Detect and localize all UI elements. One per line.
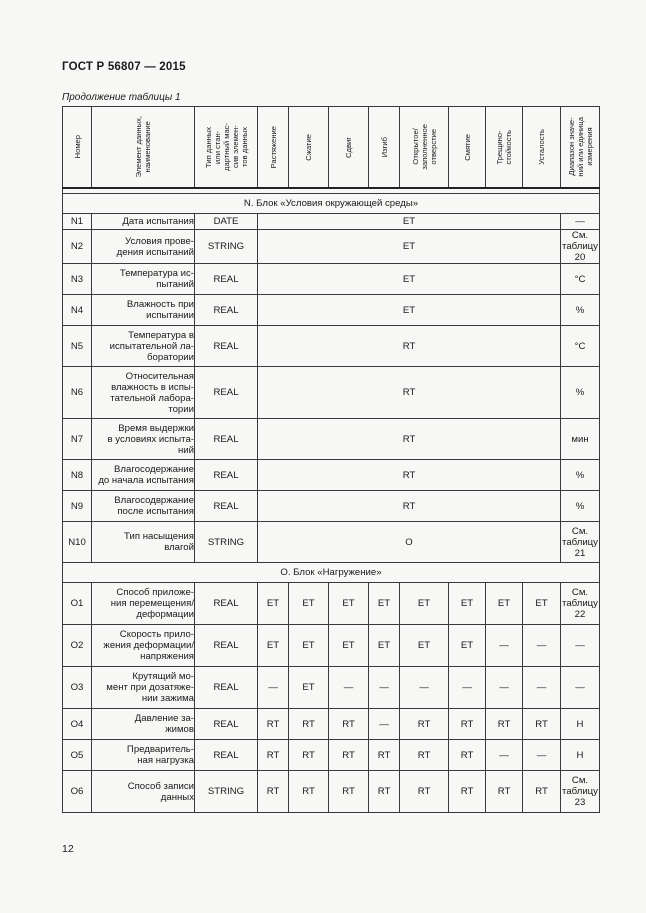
test-value: ET	[258, 625, 289, 667]
element-name: Влажность при испытании	[92, 295, 195, 326]
unit-value: См. таблицу 22	[561, 583, 600, 625]
element-name: Способ записи данных	[92, 771, 195, 813]
table-row	[63, 491, 600, 522]
data-type: STRING	[195, 522, 258, 563]
test-value: RT	[258, 771, 289, 813]
element-name: Дата испытания	[92, 214, 195, 230]
column-header-label: Трещино- стойкость	[495, 129, 513, 165]
column-header	[486, 107, 523, 189]
row-number: N3	[63, 264, 92, 295]
data-type: DATE	[195, 214, 258, 230]
element-name: Способ приложе- ния перемещения/ деформации	[92, 583, 195, 625]
row-number: O4	[63, 709, 92, 740]
column-header	[561, 107, 600, 189]
element-name: Время выдержки в условиях испыта- ний	[92, 419, 195, 460]
test-value: RT	[486, 709, 523, 740]
unit-value: %	[561, 460, 600, 491]
unit-value: См. таблицу 20	[562, 230, 598, 263]
element-name: Крутящий мо- мент при дозатяже- нии зажима	[92, 667, 195, 709]
column-header	[400, 107, 449, 189]
element-name: Относительная влажность в испы- тательной лабора- тории	[92, 367, 195, 419]
element-name: Давление за- жимов	[92, 709, 195, 740]
section-title: N. Блок «Условия окружающей среды»	[63, 194, 600, 214]
column-header-label: Тип данных или стан- дартный мас- сив элемен- тов данных	[203, 123, 249, 171]
column-header	[63, 107, 92, 189]
test-value: —	[486, 667, 523, 709]
merged-value: ET	[258, 295, 561, 326]
test-value: —	[400, 667, 449, 709]
row-number: N5	[63, 326, 92, 367]
row-number: O1	[63, 583, 92, 625]
data-type: REAL	[195, 625, 258, 667]
column-header-label: Усталость	[537, 129, 546, 165]
column-header-label: Смятие	[462, 133, 472, 161]
table-row	[63, 326, 600, 367]
table-row	[63, 740, 600, 771]
row-number: N10	[63, 522, 92, 563]
data-type: REAL	[195, 367, 258, 419]
data-type: REAL	[195, 709, 258, 740]
data-type: STRING	[195, 771, 258, 813]
unit-value: %	[561, 295, 600, 326]
test-value: —	[258, 667, 289, 709]
table-row	[63, 583, 600, 625]
row-number: O2	[63, 625, 92, 667]
element-name: Скорость прило- жения деформации/ напряжения	[92, 625, 195, 667]
data-type: REAL	[195, 667, 258, 709]
test-value: ET	[486, 583, 523, 625]
merged-value: ET	[258, 264, 561, 295]
table-caption: Продолжение таблицы 1	[62, 92, 181, 103]
unit-value: мин	[561, 419, 600, 460]
table-row	[63, 367, 600, 419]
data-type: REAL	[195, 583, 258, 625]
element-name: Влагосодвржание после испытания	[92, 491, 195, 522]
test-value: RT	[400, 709, 449, 740]
column-header-label: Диапазон значе- ний или единица измерения	[566, 117, 594, 177]
element-name: Температура ис- пытаний	[92, 264, 195, 295]
unit-value: °C	[561, 326, 600, 367]
test-value: ET	[523, 583, 561, 625]
test-value: RT	[523, 771, 561, 813]
test-value: ET	[289, 625, 329, 667]
row-number: N6	[63, 367, 92, 419]
table-row	[63, 522, 600, 563]
data-type: REAL	[195, 491, 258, 522]
test-value: RT	[329, 771, 369, 813]
test-value: —	[486, 740, 523, 771]
data-type: REAL	[195, 460, 258, 491]
element-name: Предваритель- ная нагрузка	[92, 740, 195, 771]
row-number: N8	[63, 460, 92, 491]
unit-value: —	[561, 667, 600, 709]
merged-value: RT	[258, 491, 561, 522]
test-value: RT	[289, 740, 329, 771]
data-type: REAL	[195, 326, 258, 367]
test-value: —	[369, 709, 400, 740]
data-type: REAL	[195, 740, 258, 771]
row-number: N9	[63, 491, 92, 522]
test-value: RT	[329, 740, 369, 771]
test-value: —	[329, 667, 369, 709]
unit-value: %	[561, 367, 600, 419]
data-type: REAL	[195, 295, 258, 326]
column-header	[195, 107, 258, 189]
test-value: ET	[329, 583, 369, 625]
unit-value: %	[561, 491, 600, 522]
test-value: ET	[400, 625, 449, 667]
column-header	[258, 107, 289, 189]
test-value: ET	[258, 583, 289, 625]
test-value: RT	[369, 740, 400, 771]
test-value: RT	[289, 771, 329, 813]
header-row	[63, 107, 600, 189]
table-row	[63, 230, 600, 264]
test-value: —	[523, 667, 561, 709]
table-row	[63, 709, 600, 740]
test-value: RT	[400, 740, 449, 771]
column-header-label: Открытое/ заполненное отверстие	[410, 124, 438, 170]
test-value: RT	[369, 771, 400, 813]
data-type: REAL	[195, 264, 258, 295]
column-header-label: Элемент данных, наименование	[134, 116, 152, 178]
document-header: ГОСТ Р 56807 — 2015	[62, 61, 186, 73]
unit-value: Н	[561, 740, 600, 771]
merged-value: ET	[258, 230, 561, 264]
test-value: ET	[400, 583, 449, 625]
column-header	[329, 107, 369, 189]
column-header-label: Сдвиг	[344, 136, 353, 158]
element-name: Температура в испытательной ла- боратории	[92, 326, 195, 367]
test-value: —	[449, 667, 486, 709]
row-number: N4	[63, 295, 92, 326]
test-value: RT	[329, 709, 369, 740]
column-header	[449, 107, 486, 189]
test-value: ET	[329, 625, 369, 667]
test-value: ET	[449, 583, 486, 625]
test-value: RT	[289, 709, 329, 740]
table-row	[63, 667, 600, 709]
column-header	[92, 107, 195, 189]
test-value: ET	[289, 583, 329, 625]
column-header	[523, 107, 561, 189]
test-value: —	[523, 625, 561, 667]
section-row	[63, 194, 600, 214]
row-number: O3	[63, 667, 92, 709]
data-type: REAL	[195, 419, 258, 460]
page-number: 12	[62, 843, 74, 855]
merged-value: ET	[258, 214, 561, 230]
element-name: Влагосодержание до начала испытания	[92, 460, 195, 491]
table-row	[63, 214, 600, 230]
section-title: О. Блок «Нагружение»	[63, 563, 600, 583]
row-number: O6	[63, 771, 92, 813]
merged-value: RT	[258, 460, 561, 491]
row-number: O5	[63, 740, 92, 771]
unit-value: —	[561, 625, 600, 667]
merged-value: RT	[258, 326, 561, 367]
column-header-label: Изгиб	[379, 136, 389, 158]
table-row	[63, 625, 600, 667]
unit-value: См. таблицу 23	[561, 771, 600, 813]
row-number: N1	[63, 214, 92, 230]
test-value: ET	[289, 667, 329, 709]
element-name: Условия прове- дения испытаний	[92, 230, 195, 264]
section-row	[63, 563, 600, 583]
table-row	[63, 771, 600, 813]
table-row	[63, 419, 600, 460]
unit-value: См. таблицу 21	[561, 522, 600, 563]
row-number: N2	[63, 230, 92, 264]
unit-value: Н	[561, 709, 600, 740]
test-value: RT	[523, 709, 561, 740]
table-row	[63, 460, 600, 491]
test-value: RT	[449, 740, 486, 771]
column-header-label: Сжатие	[304, 133, 313, 161]
column-header-label: Номер	[72, 135, 82, 159]
merged-value: O	[258, 522, 561, 563]
test-value: ET	[369, 625, 400, 667]
test-value: ET	[369, 583, 400, 625]
test-value: RT	[258, 740, 289, 771]
column-header	[289, 107, 329, 189]
table-row	[63, 264, 600, 295]
test-value: RT	[449, 709, 486, 740]
element-name: Тип насыщения влагой	[92, 522, 195, 563]
test-value: RT	[258, 709, 289, 740]
test-value: —	[369, 667, 400, 709]
data-table	[62, 106, 600, 813]
data-type: STRING	[195, 230, 258, 264]
test-value: ET	[449, 625, 486, 667]
unit-value: °C	[561, 264, 600, 295]
unit-value: —	[561, 214, 600, 230]
test-value: —	[486, 625, 523, 667]
test-value: —	[523, 740, 561, 771]
row-number: N7	[63, 419, 92, 460]
test-value: RT	[400, 771, 449, 813]
column-header	[369, 107, 400, 189]
table-row	[63, 295, 600, 326]
test-value: RT	[449, 771, 486, 813]
merged-value: RT	[258, 367, 561, 419]
test-value: RT	[486, 771, 523, 813]
merged-value: RT	[258, 419, 561, 460]
column-header-label: Растяжение	[268, 125, 278, 169]
